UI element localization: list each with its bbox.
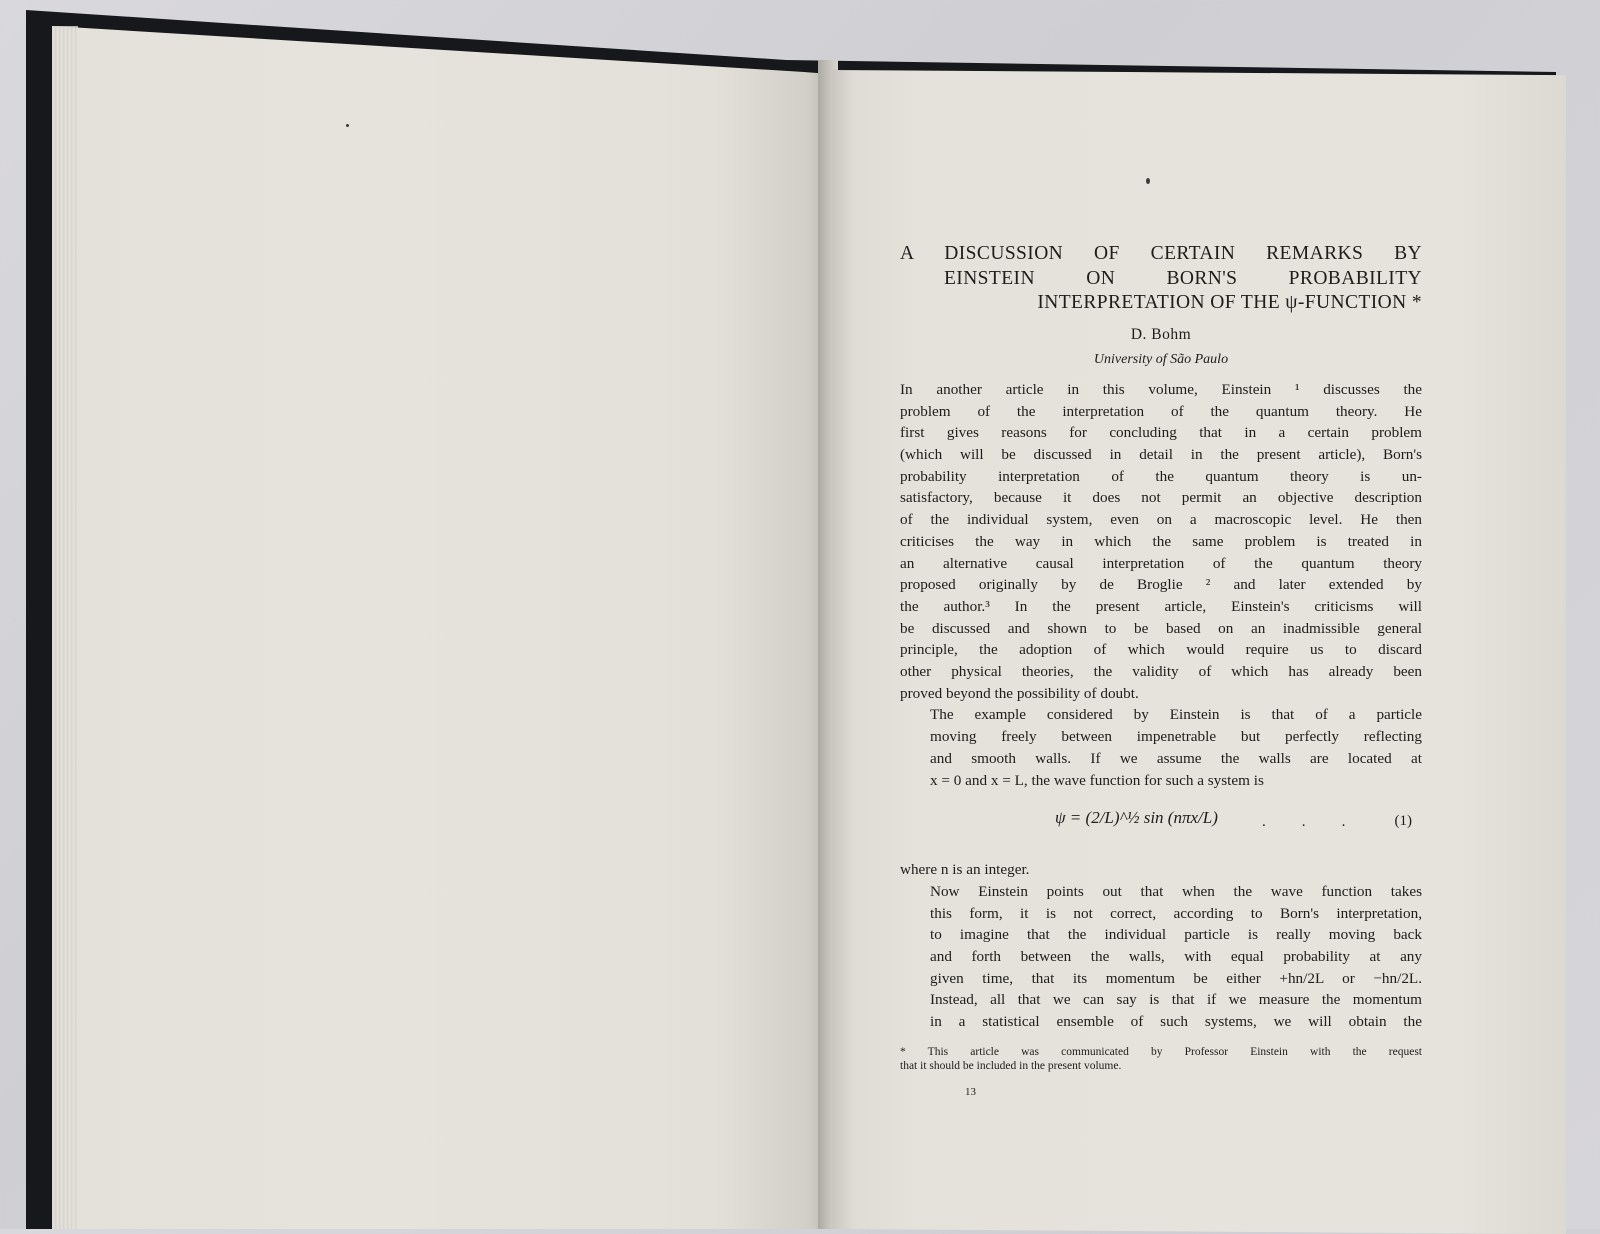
wave-function-equation: ψ = (2/L)^½ sin (nπx/L) <box>1055 808 1218 828</box>
left-page-blank <box>52 26 830 1229</box>
text-line: where n is an integer. <box>900 861 1030 879</box>
text-line: of the individual system, even on a macroscopic level. He then <box>900 511 1422 529</box>
text-line: in a statistical ensemble of such systems, we will obtain the <box>930 1013 1422 1031</box>
text-line: and smooth walls. If we assume the walls are located at <box>930 749 1422 767</box>
footnote-line: * This article was communicated by Professor Einstein with the request <box>900 1045 1422 1058</box>
text-line: probability interpretation of the quantum theory is un- <box>900 467 1422 485</box>
text-line: an alternative causal interpretation of the quantum theory <box>900 554 1422 572</box>
text-line: moving freely between impenetrable but perfectly reflecting <box>930 728 1422 746</box>
paragraph-example <box>900 704 1422 791</box>
text-line: Now Einstein points out that when the wave function takes <box>930 882 1422 900</box>
text-line: first gives reasons for concluding that in a certain problem <box>900 424 1422 442</box>
article-title <box>900 242 1422 316</box>
footnote-line: that it should be included in the present volume. <box>900 1059 1122 1072</box>
after-equation-line <box>900 859 1422 881</box>
title-line: A DISCUSSION OF CERTAIN REMARKS BY <box>900 243 1422 264</box>
text-line: this form, it is not correct, according to Born's interpretation, <box>930 904 1422 922</box>
article-text <box>900 242 1422 1104</box>
paragraph-einstein <box>900 881 1422 1033</box>
equation-leader-dots: ... <box>1262 813 1382 831</box>
page-edges <box>52 26 78 1229</box>
equation-block <box>900 795 1422 857</box>
text-line: The example considered by Einstein is that of a particle <box>930 706 1422 724</box>
text-line: proposed originally by de Broglie ² and later extended by <box>900 576 1422 594</box>
text-line: given time, that its momentum be either +hn/2L or −hn/2L. <box>930 969 1422 987</box>
text-line: and forth between the walls, with equal probability at any <box>930 948 1422 966</box>
footnote <box>900 1045 1422 1073</box>
text-line: (which will be discussed in detail in the present article), Born's <box>900 446 1422 464</box>
text-line: problem of the interpretation of the quantum theory. He <box>900 402 1422 420</box>
text-line: In another article in this volume, Einstein ¹ discusses the <box>900 380 1422 398</box>
text-line: criticises the way in which the same problem is treated in <box>900 532 1422 550</box>
article-author: D. Bohm <box>1130 325 1192 343</box>
title-line: EINSTEIN ON BORN'S PROBABILITY <box>944 267 1422 289</box>
text-line: to imagine that the individual particle is really moving back <box>930 926 1422 944</box>
paragraph-intro <box>900 379 1422 705</box>
text-line: be discussed and shown to be based on an inadmissible general <box>900 619 1422 637</box>
text-line: other physical theories, the validity of which has already been <box>900 663 1422 681</box>
text-line: proved beyond the possibility of doubt. <box>900 684 1139 702</box>
equation-number: (1) <box>1394 813 1412 830</box>
text-line: Instead, all that we can say is that if we measure the momentum <box>930 991 1422 1009</box>
text-line: principle, the adoption of which would require us to discard <box>900 641 1422 659</box>
text-line: satisfactory, because it does not permit an objective description <box>900 489 1422 507</box>
text-line: the author.³ In the present article, Einstein's criticisms will <box>900 597 1422 615</box>
paper-speck <box>1146 178 1150 184</box>
author-affiliation: University of São Paulo <box>1093 352 1229 368</box>
page-number: 13 <box>965 1085 976 1098</box>
text-line: x = 0 and x = L, the wave function for such a system is <box>930 771 1264 789</box>
paper-speck <box>346 124 349 127</box>
title-line: INTERPRETATION OF THE ψ-FUNCTION * <box>1037 292 1422 313</box>
